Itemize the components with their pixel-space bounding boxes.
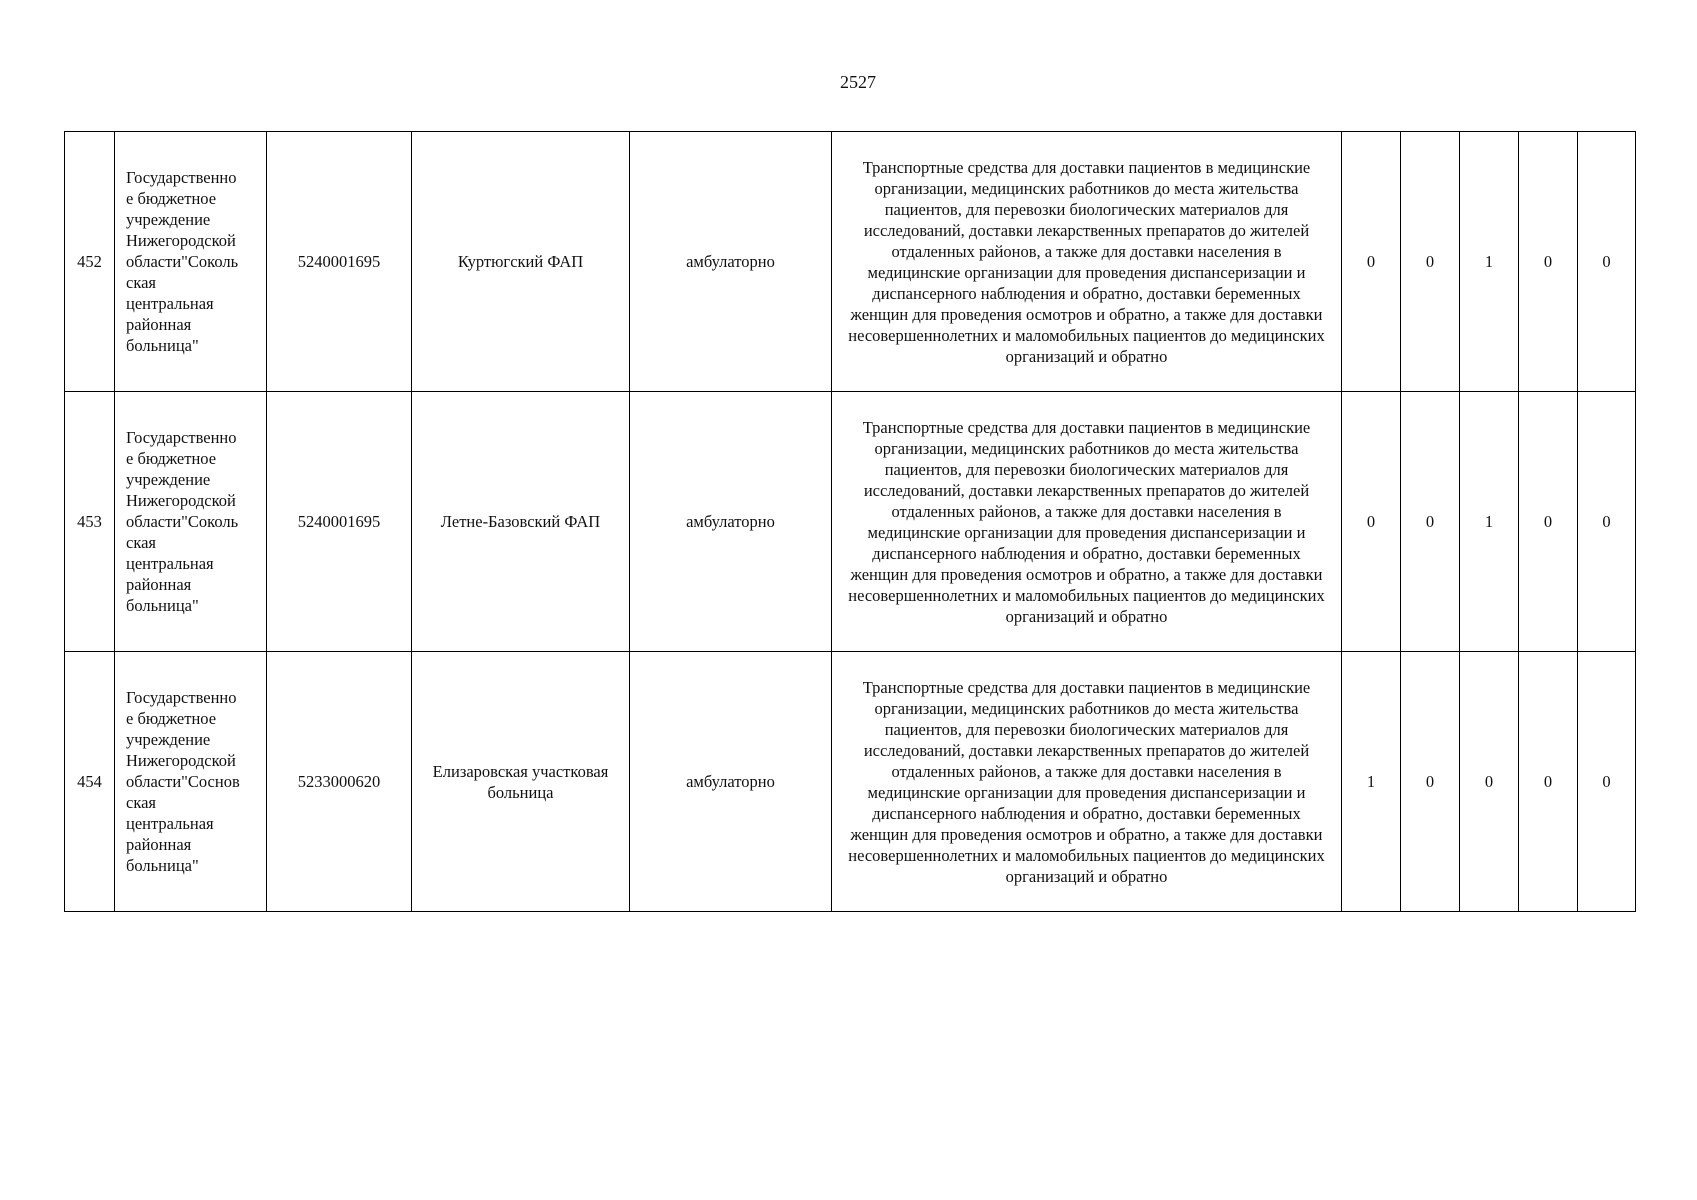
organization-name-line: учреждение [126,470,211,489]
table-row [65,132,1636,392]
organization-name-line: учреждение [126,210,211,229]
organization-name-line: районная [126,575,192,594]
organization-name-line: больница" [126,596,199,615]
organization-name [115,132,267,392]
organization-name-line: учреждение [126,730,211,749]
organization-name-line: центральная [126,554,214,573]
organization-name-line: районная [126,315,192,334]
organization-name-line: области"Соколь [126,252,239,271]
count-cell: 0 [1519,132,1578,392]
care-mode: амбулаторно [630,392,832,652]
count-cell: 0 [1578,652,1636,912]
unit-name: Куртюгский ФАП [412,132,630,392]
count-cell: 0 [1342,392,1401,652]
organization-name-line: е бюджетное [126,189,217,208]
count-cell: 0 [1401,652,1460,912]
count-cell: 1 [1460,392,1519,652]
organization-name-line: е бюджетное [126,449,217,468]
organization-name-line: районная [126,835,192,854]
count-cell: 1 [1342,652,1401,912]
count-cell: 1 [1460,132,1519,392]
organization-name-line: центральная [126,294,214,313]
count-cell: 0 [1401,132,1460,392]
organization-name-line: ская [126,793,157,812]
organization-name-line: Государственно [126,688,237,707]
organization-name-line: е бюджетное [126,709,217,728]
registry-table [64,131,1636,912]
count-cell: 0 [1578,392,1636,652]
row-number: 454 [65,652,115,912]
inn-code: 5240001695 [267,132,412,392]
row-number: 453 [65,392,115,652]
organization-name [115,392,267,652]
organization-name-line: Нижегородской [126,751,236,770]
table-row [65,652,1636,912]
transport-description: Транспортные средства для доставки пациентов в медицинские организации, медицинских работников до места жительства пациентов, для перевозки биологических материалов для исследований, доставки лекарственных препаратов до жителей отдаленных районов, а также для доставки населения в медицинские организации для проведения диспансеризации и диспансерного наблюдения и обратно, доставки беременных женщин для проведения осмотров и обратно, а также для доставки несовершеннолетних и маломобильных пациентов до медицинских организаций и обратно [832,132,1342,392]
count-cell: 0 [1460,652,1519,912]
count-cell: 0 [1519,652,1578,912]
page-number: 2527 [840,72,876,92]
care-mode: амбулаторно [630,132,832,392]
count-cell: 0 [1401,392,1460,652]
organization-name-line: Нижегородской [126,491,236,510]
unit-name: Летне-Базовский ФАП [412,392,630,652]
organization-name-line: области"Соснов [126,772,240,791]
transport-description: Транспортные средства для доставки пациентов в медицинские организации, медицинских работников до места жительства пациентов, для перевозки биологических материалов для исследований, доставки лекарственных препаратов до жителей отдаленных районов, а также для доставки населения в медицинские организации для проведения диспансеризации и диспансерного наблюдения и обратно, доставки беременных женщин для проведения осмотров и обратно, а также для доставки несовершеннолетних и маломобильных пациентов до медицинских организаций и обратно [832,392,1342,652]
inn-code: 5233000620 [267,652,412,912]
count-cell: 0 [1578,132,1636,392]
row-number: 452 [65,132,115,392]
count-cell: 0 [1519,392,1578,652]
organization-name-line: Государственно [126,168,237,187]
unit-name: Елизаровская участковая больница [412,652,630,912]
count-cell: 0 [1342,132,1401,392]
organization-name-line: Государственно [126,428,237,447]
organization-name-line: Нижегородской [126,231,236,250]
table-row [65,392,1636,652]
organization-name-line: ская [126,273,157,292]
organization-name-line: больница" [126,336,199,355]
organization-name-line: области"Соколь [126,512,239,531]
organization-name-line: центральная [126,814,214,833]
transport-description: Транспортные средства для доставки пациентов в медицинские организации, медицинских работников до места жительства пациентов, для перевозки биологических материалов для исследований, доставки лекарственных препаратов до жителей отдаленных районов, а также для доставки населения в медицинские организации для проведения диспансеризации и диспансерного наблюдения и обратно, доставки беременных женщин для проведения осмотров и обратно, а также для доставки несовершеннолетних и маломобильных пациентов до медицинских организаций и обратно [832,652,1342,912]
organization-name [115,652,267,912]
organization-name-line: больница" [126,856,199,875]
organization-name-line: ская [126,533,157,552]
inn-code: 5240001695 [267,392,412,652]
care-mode: амбулаторно [630,652,832,912]
